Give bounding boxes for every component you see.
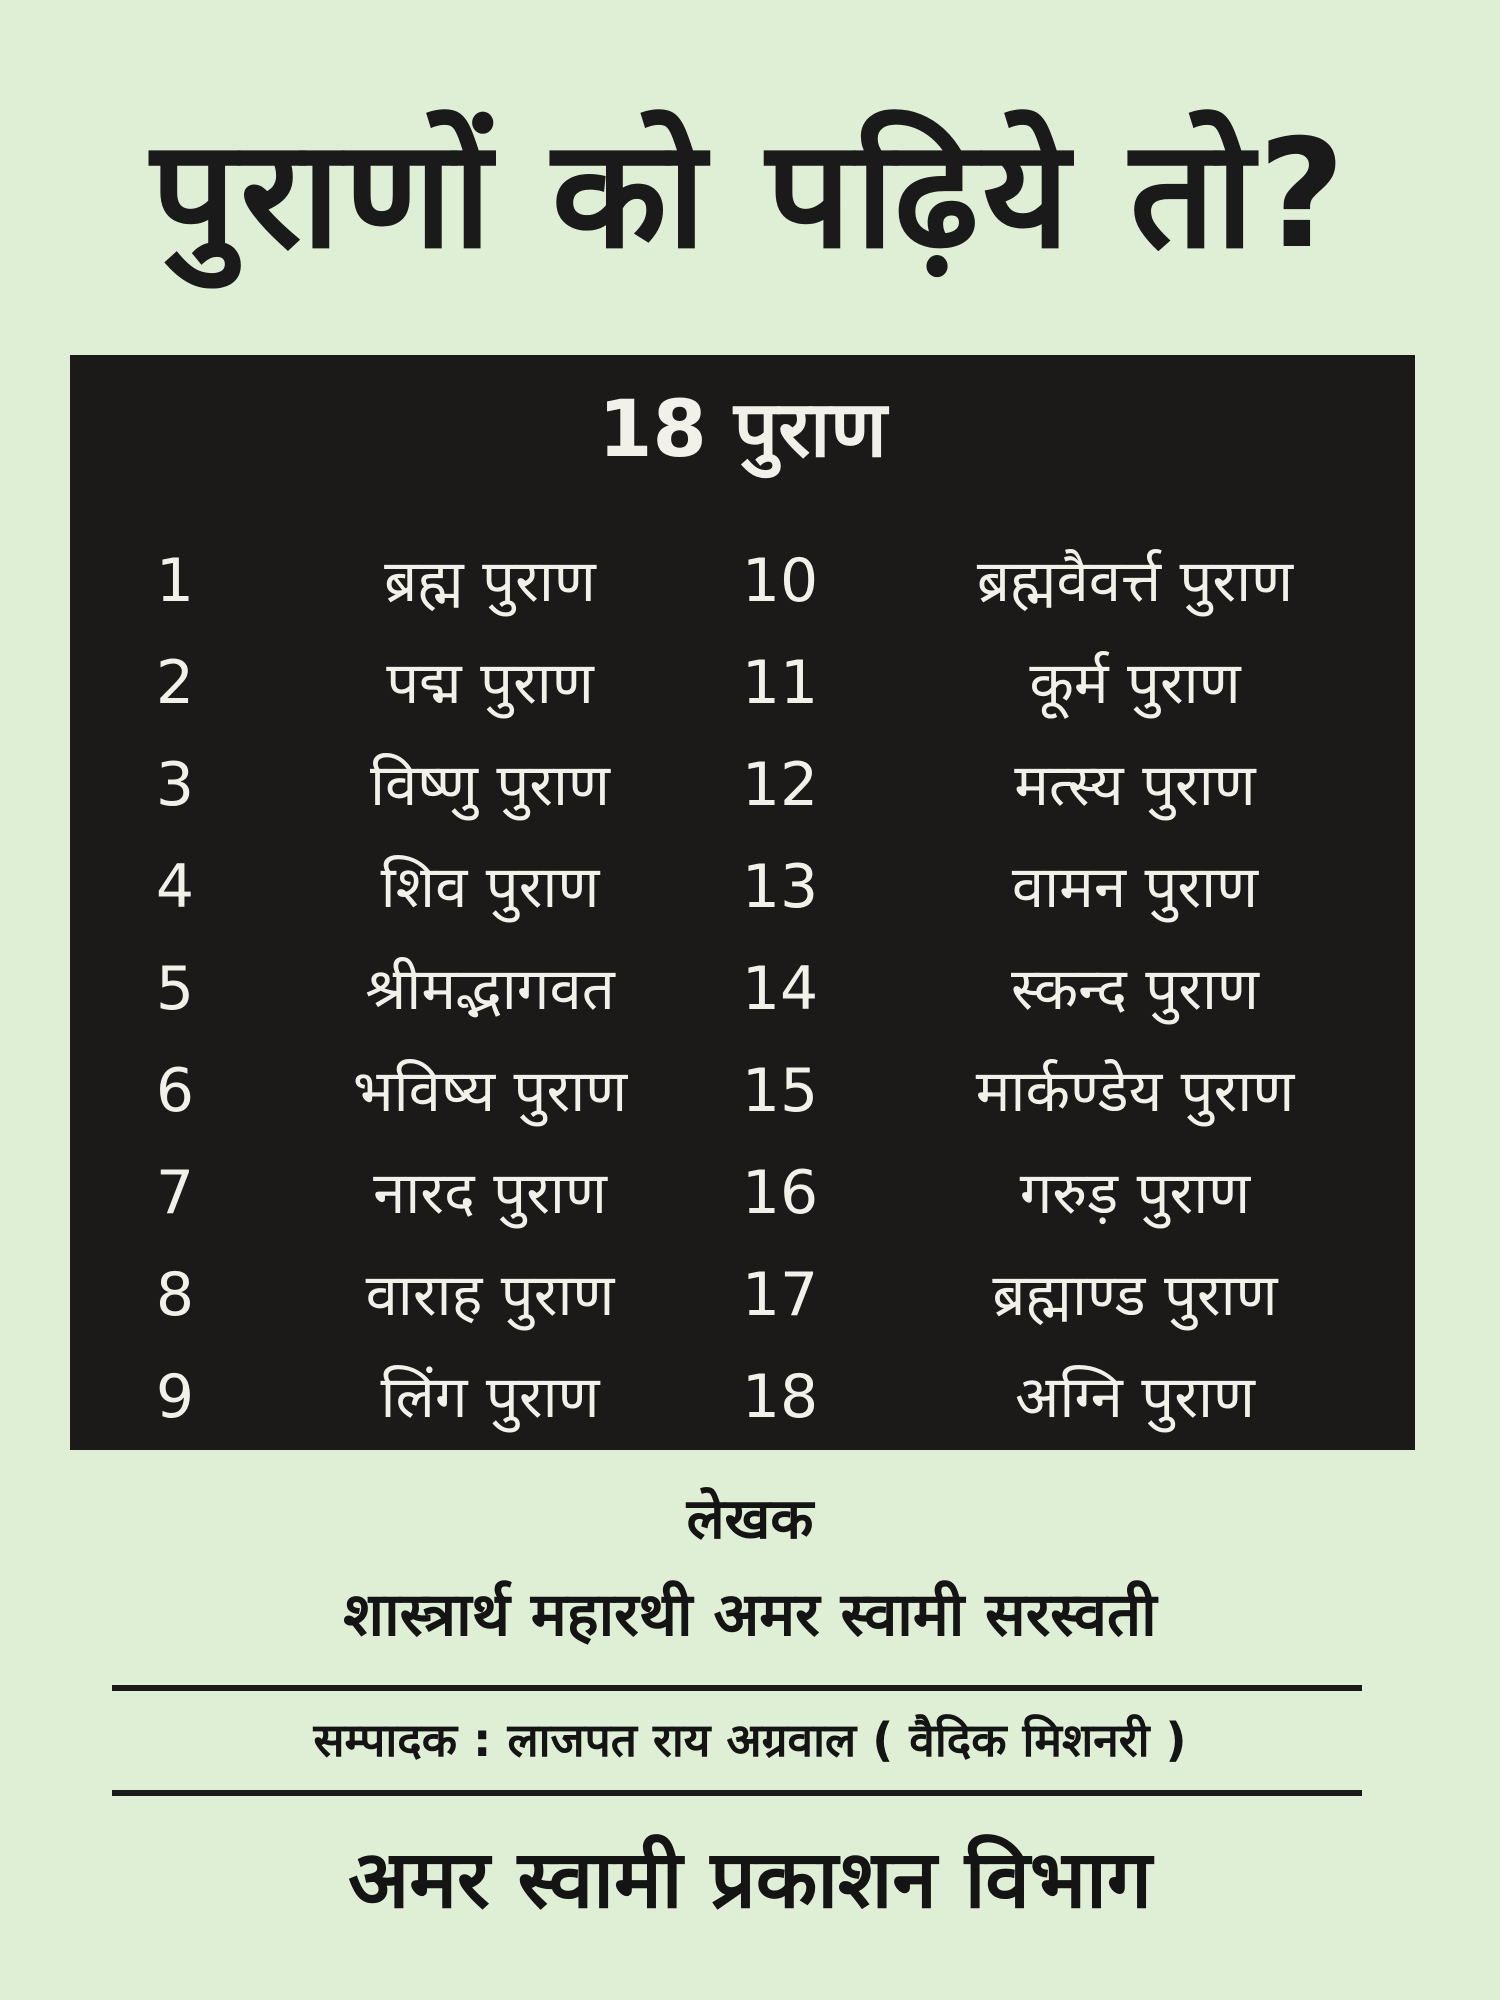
purana-name: भविष्य पुराण: [352, 1057, 628, 1125]
purana-name: ब्रह्माण्ड पुराण: [992, 1261, 1278, 1329]
purana-name: श्रीमद्भागवत: [365, 955, 615, 1023]
purana-row: [70, 530, 1415, 632]
divider-top: [112, 1685, 1362, 1691]
purana-row: [70, 836, 1415, 938]
publisher-name: अमर स्वामी प्रकाशन विभाग: [348, 1833, 1152, 1926]
purana-number: 14: [741, 954, 819, 1024]
purana-number: 13: [741, 852, 819, 922]
purana-name: मत्स्य पुराण: [1014, 751, 1256, 819]
author-name: शास्त्रार्थ महारथी अमर स्वामी सरस्वती: [343, 1580, 1157, 1650]
purana-name: वामन पुराण: [1011, 853, 1259, 921]
purana-number: 9: [155, 1362, 195, 1432]
purana-number: 11: [741, 648, 819, 718]
purana-number: 1: [155, 546, 195, 616]
purana-row: [70, 938, 1415, 1040]
purana-number: 12: [741, 750, 819, 820]
purana-number: 6: [155, 1056, 195, 1126]
purana-number: 7: [155, 1158, 195, 1228]
purana-name: ब्रह्मवैवर्त्त पुराण: [976, 547, 1294, 615]
purana-name: अग्नि पुराण: [1015, 1363, 1255, 1431]
purana-list-panel: [70, 355, 1415, 1450]
purana-number: 5: [155, 954, 195, 1024]
purana-name: वाराह पुराण: [365, 1261, 615, 1329]
purana-number: 17: [741, 1260, 819, 1330]
author-label: लेखक: [686, 1487, 814, 1552]
purana-number: 15: [741, 1056, 819, 1126]
purana-name: लिंग पुराण: [380, 1363, 600, 1431]
purana-number: 16: [741, 1158, 819, 1228]
purana-name: मार्कण्डेय पुराण: [975, 1057, 1295, 1125]
purana-row: [70, 1142, 1415, 1244]
editor-line: सम्पादक : लाजपत राय अग्रवाल ( वैदिक मिशनरी ): [313, 1713, 1187, 1767]
purana-number: 8: [155, 1260, 195, 1330]
purana-name: विष्णु पुराण: [370, 751, 610, 819]
purana-number: 3: [155, 750, 195, 820]
purana-row: [70, 1244, 1415, 1346]
purana-name: नारद पुराण: [373, 1159, 607, 1227]
purana-name: कूर्म पुराण: [1029, 649, 1241, 717]
purana-name: शिव पुराण: [380, 853, 600, 921]
purana-name: स्कन्द पुराण: [1011, 955, 1259, 1023]
purana-name: ब्रह्म पुराण: [384, 547, 596, 615]
purana-number: 10: [741, 546, 819, 616]
purana-number: 4: [155, 852, 195, 922]
purana-name: गरुड़ पुराण: [1019, 1159, 1251, 1227]
purana-row: [70, 1040, 1415, 1142]
purana-number: 2: [155, 648, 195, 718]
purana-row: [70, 632, 1415, 734]
purana-number: 18: [741, 1362, 819, 1432]
divider-bottom: [112, 1790, 1362, 1796]
cover-title: पुराणों को पढ़िये तो?: [150, 108, 1350, 282]
purana-row: [70, 1346, 1415, 1448]
purana-list: [70, 530, 1415, 1448]
purana-row: [70, 734, 1415, 836]
purana-name: पद्म पुराण: [386, 649, 594, 717]
panel-title: 18 पुराण: [598, 385, 887, 475]
